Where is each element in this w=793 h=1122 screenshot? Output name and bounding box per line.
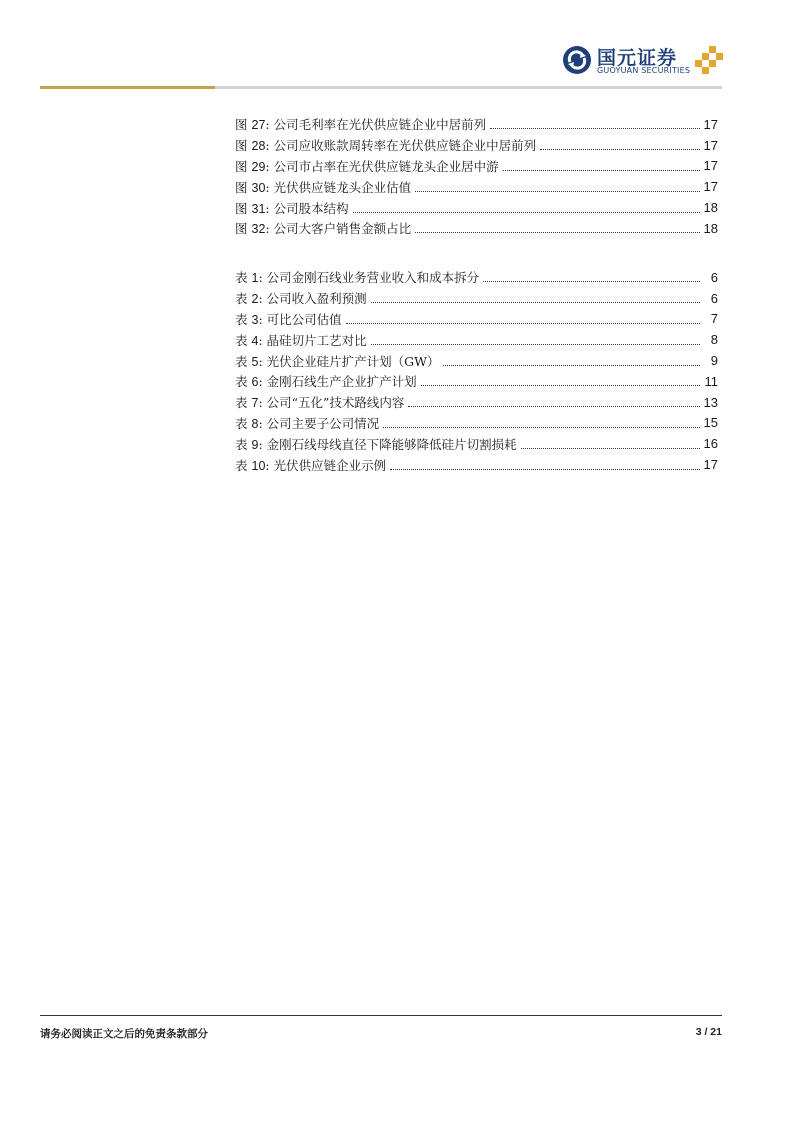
figure-entry-prefix: 图: [235, 158, 248, 174]
figure-entry-title: 公司市占率在光伏供应链龙头企业居中游: [273, 158, 499, 174]
figure-entry[interactable]: [235, 135, 718, 156]
table-entry-number: 4: [251, 333, 259, 348]
figure-entry-page: 17: [703, 137, 718, 153]
table-entry-prefix: 表: [235, 291, 248, 307]
dot-leader: [383, 426, 699, 428]
table-entry[interactable]: [235, 371, 718, 392]
table-entry-prefix: 表: [235, 395, 248, 411]
figure-entry-label: 图 30: 光伏供应链龙头企业估值: [235, 179, 412, 195]
dot-leader: [540, 148, 699, 150]
table-entry-prefix: 表: [235, 415, 248, 431]
figure-entry-page: 17: [703, 158, 718, 174]
table-entry-label: 表 3: 可比公司估值: [235, 311, 342, 327]
header-divider: [40, 86, 722, 89]
disclaimer-note: 请务必阅读正文之后的免责条款部分: [40, 1028, 208, 1040]
table-entry-label: 表 4: 晶硅切片工艺对比: [235, 332, 367, 348]
figure-entry-page: 18: [703, 200, 718, 216]
table-entry-number: 9: [251, 437, 259, 452]
brand-squares-icon: [695, 46, 723, 74]
table-entry-page: 9: [710, 353, 718, 369]
table-entry-prefix: 表: [235, 436, 248, 452]
company-logo: [563, 44, 723, 80]
dot-leader: [490, 127, 699, 129]
table-entry-label: 表 10: 光伏供应链企业示例: [235, 457, 387, 473]
figure-entry-title: 公司毛利率在光伏供应链企业中居前列: [273, 117, 487, 133]
table-entry-label: 表 6: 金刚石线生产企业扩产计划: [235, 374, 417, 390]
figure-entry-label: 图 29: 公司市占率在光伏供应链龙头企业居中游: [235, 158, 499, 174]
dot-leader: [371, 301, 700, 303]
figure-entry-label: 图 31: 公司股本结构: [235, 200, 349, 216]
table-entry-title: 金刚石线母线直径下降能够降低硅片切割损耗: [266, 436, 517, 452]
figure-entry-number: 32: [251, 222, 266, 237]
table-entry-number: 5: [251, 354, 259, 369]
table-entry[interactable]: [235, 413, 718, 434]
table-entry[interactable]: [235, 329, 718, 350]
table-entry-prefix: 表: [235, 270, 248, 286]
table-entry-page: 13: [703, 394, 718, 410]
table-entry[interactable]: [235, 454, 718, 475]
table-entry[interactable]: [235, 433, 718, 454]
table-entry-number: 2: [251, 292, 259, 307]
table-entry-title: 公司金刚石线业务营业收入和成本拆分: [266, 270, 480, 286]
figure-entry[interactable]: [235, 218, 718, 239]
brand-name-cn: 国元证券: [597, 47, 678, 69]
dot-leader: [521, 447, 700, 449]
figure-entry-prefix: 图: [235, 138, 248, 154]
figure-entry-title: 公司股本结构: [273, 200, 349, 216]
figure-entry-label: 图 32: 公司大客户销售金额占比: [235, 221, 412, 237]
figure-entry-number: 28: [251, 139, 266, 154]
figure-entry[interactable]: [235, 114, 718, 135]
dot-leader: [503, 169, 700, 171]
table-entry-number: 10: [251, 458, 266, 473]
table-entry-page: 11: [704, 373, 718, 389]
table-entry-label: 表 2: 公司收入盈利预测: [235, 291, 367, 307]
footer-divider: [40, 1015, 722, 1016]
table-entry-prefix: 表: [235, 457, 248, 473]
table-entry[interactable]: [235, 350, 718, 371]
table-entry-title: 公司“五化”技术路线内容: [266, 395, 405, 411]
table-entry-title: 公司收入盈利预测: [266, 291, 367, 307]
table-entry-number: 8: [251, 416, 259, 431]
figure-entry-number: 31: [251, 201, 266, 216]
table-entry-number: 7: [251, 396, 259, 411]
table-entry-label: 表 1: 公司金刚石线业务营业收入和成本拆分: [235, 270, 480, 286]
table-entry-label: 表 8: 公司主要子公司情况: [235, 415, 380, 431]
figure-entry-page: 18: [703, 220, 718, 236]
figure-entry-prefix: 图: [235, 221, 248, 237]
table-entry-title: 光伏企业硅片扩产计划（GW）: [266, 353, 440, 369]
figure-entry-prefix: 图: [235, 179, 248, 195]
table-entry-number: 3: [251, 312, 259, 327]
dot-leader: [353, 211, 700, 213]
dot-leader: [443, 364, 700, 366]
figure-entry-label: 图 27: 公司毛利率在光伏供应链企业中居前列: [235, 117, 487, 133]
table-entry-page: 6: [710, 290, 718, 306]
table-entry-number: 6: [251, 375, 259, 390]
dot-leader: [408, 405, 699, 407]
figure-entry-title: 光伏供应链龙头企业估值: [273, 179, 412, 195]
figure-entry[interactable]: [235, 197, 718, 218]
figure-entry-prefix: 图: [235, 200, 248, 216]
table-entry-label: 表 5: 光伏企业硅片扩产计划（GW）: [235, 353, 440, 369]
dot-leader: [421, 384, 700, 386]
table-entry-prefix: 表: [235, 332, 248, 348]
table-entry[interactable]: [235, 392, 718, 413]
table-entry-page: 16: [703, 436, 718, 452]
table-entry-title: 晶硅切片工艺对比: [266, 332, 367, 348]
table-entry-page: 15: [703, 415, 718, 431]
dot-leader: [415, 231, 699, 233]
table-entry[interactable]: [235, 309, 718, 330]
dot-leader: [371, 343, 700, 345]
logo-emblem-icon: [563, 46, 591, 74]
table-entry-page: 8: [710, 332, 718, 348]
figure-entry-number: 29: [251, 159, 266, 174]
table-entry-title: 可比公司估值: [266, 311, 342, 327]
table-entry-prefix: 表: [235, 374, 248, 390]
figure-entry-number: 30: [251, 180, 266, 195]
figure-entry-page: 17: [703, 179, 718, 195]
table-entry-label: 表 7: 公司“五化”技术路线内容: [235, 395, 405, 411]
table-entry-page: 17: [703, 457, 718, 473]
table-list: [235, 267, 718, 475]
table-entry-title: 光伏供应链企业示例: [273, 457, 387, 473]
table-entry-prefix: 表: [235, 353, 248, 369]
table-entry-prefix: 表: [235, 311, 248, 327]
table-entry[interactable]: [235, 267, 718, 288]
brand-name-en: GUOYUAN SECURITIES: [597, 66, 691, 75]
figure-entry-number: 27: [251, 118, 266, 133]
figure-entry-title: 公司应收账款周转率在光伏供应链企业中居前列: [273, 138, 537, 154]
table-entry-number: 1: [251, 271, 259, 286]
figure-entry-label: 图 28: 公司应收账款周转率在光伏供应链企业中居前列: [235, 138, 537, 154]
figure-entry-title: 公司大客户销售金额占比: [273, 221, 412, 237]
figure-entry[interactable]: [235, 176, 718, 197]
table-entry[interactable]: [235, 288, 718, 309]
figure-list: [235, 114, 718, 239]
dot-leader: [346, 322, 700, 324]
table-entry-label: 表 9: 金刚石线母线直径下降能够降低硅片切割损耗: [235, 436, 517, 452]
dot-leader: [483, 280, 700, 282]
table-entry-page: 7: [710, 311, 718, 327]
table-entry-title: 金刚石线生产企业扩产计划: [266, 374, 417, 390]
dot-leader: [415, 190, 699, 192]
table-entry-page: 6: [710, 269, 718, 285]
dot-leader: [390, 468, 699, 470]
figure-entry[interactable]: [235, 156, 718, 177]
figure-entry-prefix: 图: [235, 117, 248, 133]
page-number: 3 / 21: [695, 1026, 722, 1038]
table-entry-title: 公司主要子公司情况: [266, 415, 380, 431]
figure-entry-page: 17: [703, 116, 718, 132]
